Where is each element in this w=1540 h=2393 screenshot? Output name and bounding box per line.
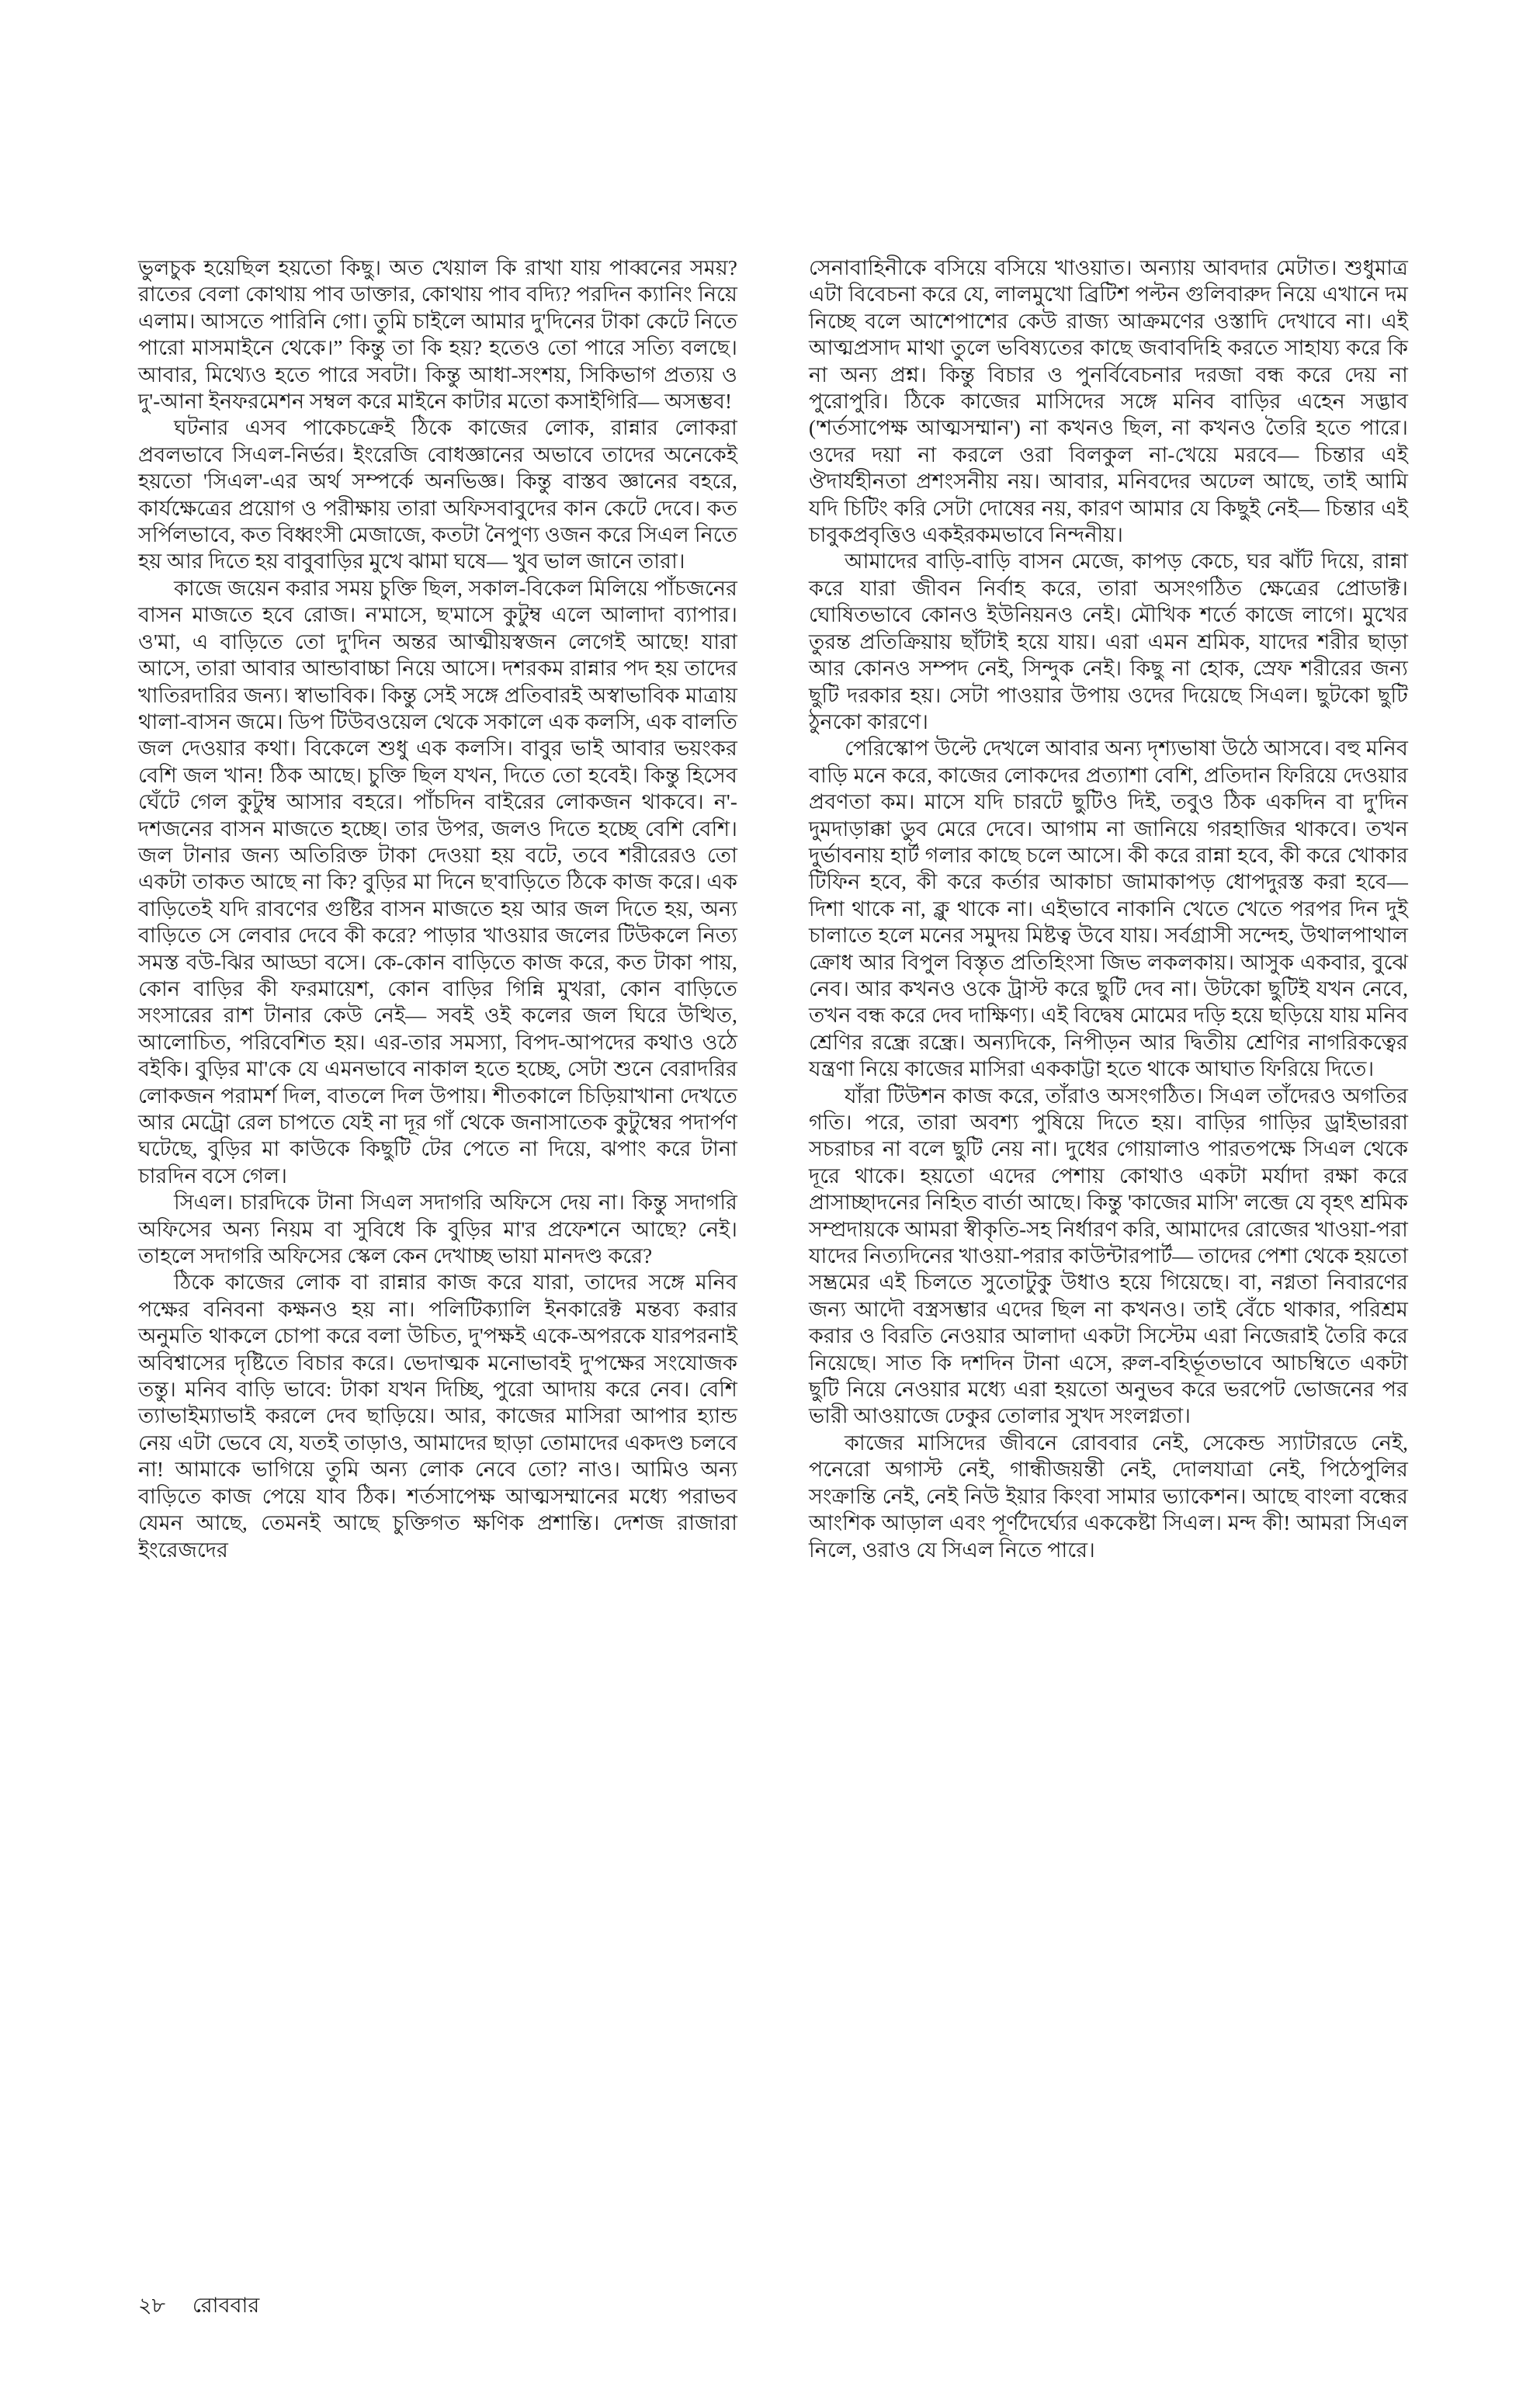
right-text-column: [809, 255, 1408, 1563]
article-paragraph: যাঁরা টিউশন কাজ করে, তাঁরাও অসংগঠিত। সিএল তাঁদেরও অগতির গতি। পরে, তারা অবশ্য পুষিয়ে দিতে হয়। বাড়ির গাড়ির ড্রাইভাররা সচরাচর না বলে ছুটি নেয় না। দুধের গোয়ালাও পারতপক্ষে সিএল থেকে দূরে থাকে। হয়তো এদের পেশায় কোথাও একটা মর্যাদা রক্ষা করে প্রাসাচ্ছাদনের নিহিত বার্তা আছে। কিন্তু 'কাজের মাসি' লব্জে যে বৃহৎ শ্রমিক সম্প্রদায়কে আমরা স্বীকৃতি-সহ নির্ধারণ করি, আমাদের রোজের খাওয়া-পরা যাদের নিত্যদিনের খাওয়া-পরার কাউন্টারপার্ট— তাদের পেশা থেকে হয়তো সম্ভ্রমের এই চিলতে সুতোটুকু উধাও হয়ে গিয়েছে। বা, নগ্নতা নিবারণের জন্য আদৌ বস্ত্রসম্ভার এদের ছিল না কখনও। তাই বেঁচে থাকার, পরিশ্রম করার ও বিরতি নেওয়ার আলাদা একটা সিস্টেম এরা নিজেরাই তৈরি করে নিয়েছে। সাত কি দশদিন টানা এসে, রুল-বহির্ভূতভাবে আচম্বিতে একটা ছুটি নিয়ে নেওয়ার মধ্যে এরা হয়তো অনুভব করে ভরপেট ভোজনের পর ভারী আওয়াজে ঢেকুর তোলার সুখদ সংলগ্নতা।: [809, 1084, 1408, 1428]
left-text-column: [138, 255, 737, 1563]
article-paragraph: ভুলচুক হয়েছিল হয়তো কিছু। অত খেয়াল কি রাখা যায় পাব্বনের সময়? রাতের বেলা কোথায় পাব ডাক্তার, কোথায় পাব বদ্যি? পরদিন ক্যানিং নিয়ে এলাম। আসতে পারিনি গো। তুমি চাইলে আমার দু'দিনের টাকা কেটে নিতে পারো মাসমাইনে থেকে।” কিন্তু তা কি হয়? হতেও তো পারে সত্যি বলছে। আবার, মিথ্যেও হতে পারে সবটা। কিন্তু আধা-সংশয়, সিকিভাগ প্রত্যয় ও দু'-আনা ইনফরমেশন সম্বল করে মাইনে কাটার মতো কসাইগিরি— অসম্ভব!: [138, 256, 737, 414]
article-paragraph: সিএল। চারদিকে টানা সিএল সদাগরি অফিসে দেয় না। কিন্তু সদাগরি অফিসের অন্য নিয়ম বা সুবিধে কি বুড়ির মা'র প্রফেশনে আছে? নেই। তাহলে সদাগরি অফিসের স্কেল কেন দেখাচ্ছ ভায়া মানদণ্ড করে?: [138, 1191, 737, 1268]
article-paragraph: কাজে জয়েন করার সময় চুক্তি ছিল, সকাল-বিকেল মিলিয়ে পাঁচজনের বাসন মাজতে হবে রোজ। ন'মাসে, ছ'মাসে কুটুম্ব এলে আলাদা ব্যাপার। ও'মা, এ বাড়িতে তো দু'দিন অন্তর আত্মীয়স্বজন লেগেই আছে! যারা আসে, তারা আবার আন্ডাবাচ্চা নিয়ে আসে। দশরকম রান্নার পদ হয় তাদের খাতিরদারির জন্য। স্বাভাবিক। কিন্তু সেই সঙ্গে প্রতিবারই অস্বাভাবিক মাত্রায় থালা-বাসন জমে। ডিপ টিউবওয়েল থেকে সকালে এক কলসি, এক বালতি জল দেওয়ার কথা। বিকেলে শুধু এক কলসি। বাবুর ভাই আবার ভয়ংকর বেশি জল খান! ঠিক আছে। চুক্তি ছিল যখন, দিতে তো হবেই। কিন্তু হিসেব ঘেঁটে গেল কুটুম্ব আসার বহরে। পাঁচদিন বাইরের লোকজন থাকবে। ন'-দশজনের বাসন মাজতে হচ্ছে। তার উপর, জলও দিতে হচ্ছে বেশি বেশি। জল টানার জন্য অতিরিক্ত টাকা দেওয়া হয় বটে, তবে শরীরেরও তো একটা তাকত আছে না কি? বুড়ির মা দিনে ছ'বাড়িতে ঠিকে কাজ করে। এক বাড়িতেই যদি রাবণের গুষ্টির বাসন মাজতে হয় আর জল দিতে হয়, অন্য বাড়িতে সে লেবার দেবে কী করে? পাড়ার খাওয়ার জলের টিউকলে নিত্য সমস্ত বউ-ঝির আড্ডা বসে। কে-কোন বাড়িতে কাজ করে, কত টাকা পায়, কোন বাড়ির কী ফরমায়েশ, কোন বাড়ির গিন্নি মুখরা, কোন বাড়িতে সংসারের রাশ টানার কেউ নেই— সবই ওই কলের জল ঘিরে উত্থিত, আলোচিত, পরিবেশিত হয়। এর-তার সমস্যা, বিপদ-আপদের কথাও ওঠে বইকি। বুড়ির মা'কে যে এমনভাবে নাকাল হতে হচ্ছে, সেটা শুনে বেরাদরির লোকজন পরামর্শ দিল, বাতলে দিল উপায়। শীতকালে চিড়িয়াখানা দেখতে আর মেট্রো রেল চাপতে যেই না দূর গাঁ থেকে জনাসাতেক কুটুম্বের পদার্পণ ঘটেছে, বুড়ির মা কাউকে কিছুটি টের পেতে না দিয়ে, ঝপাং করে টানা চারদিন বসে গেল।: [138, 576, 737, 1188]
page-footer: [138, 2290, 259, 2325]
magazine-title: রোববার: [192, 2294, 260, 2317]
article-paragraph: কাজের মাসিদের জীবনে রোববার নেই, সেকেন্ড স্যাটারডে নেই, পনেরো অগাস্ট নেই, গান্ধীজয়ন্তী নেই, দোলযাত্রা নেই, পিঠেপুলির সংক্রান্তি নেই, নেই নিউ ইয়ার কিংবা সামার ভ্যাকেশন। আছে বাংলা বন্ধের আংশিক আড়াল এবং পূর্ণদৈর্ঘ্যের এককেষ্টা সিএল। মন্দ কী! আমরা সিএল নিলে, ওরাও যে সিএল নিতে পারে।: [809, 1431, 1408, 1562]
article-paragraph: সেনাবাহিনীকে বসিয়ে বসিয়ে খাওয়াত। অন্যায় আবদার মেটাত। শুধুমাত্র এটা বিবেচনা করে যে, লালমুখো ব্রিটিশ পল্টন গুলিবারুদ নিয়ে এখানে দম নিচ্ছে বলে আশেপাশের কেউ রাজ্য আক্রমণের ওস্তাদি দেখাবে না। এই আত্মপ্রসাদ মাথা তুলে ভবিষ্যতের কাছে জবাবদিহি করতে সাহায্য করে কি না অন্য প্রশ্ন। কিন্তু বিচার ও পুনর্বিবেচনার দরজা বন্ধ করে দেয় না পুরোপুরি। ঠিকে কাজের মাসিদের সঙ্গে মনিব বাড়ির এহেন সদ্ভাব ('শর্তসাপেক্ষ আত্মসম্মান') না কখনও ছিল, না কখনও তৈরি হতে পারে। ওদের দয়া না করলে ওরা বিলকুল না-খেয়ে মরবে— চিন্তার এই ঔদার্যহীনতা প্রশংসনীয় নয়। আবার, মনিবদের অঢেল আছে, তাই আমি যদি চিটিং করি সেটা দোষের নয়, কারণ আমার যে কিছুই নেই— চিন্তার এই চাবুকপ্রবৃত্তিও একইরকমভাবে নিন্দনীয়।: [809, 256, 1408, 547]
article-paragraph: ঘটনার এসব পাকেচক্রেই ঠিকে কাজের লোক, রান্নার লোকরা প্রবলভাবে সিএল-নির্ভর। ইংরেজি বোধজ্ঞানের অভাবে তাদের অনেকেই হয়তো 'সিএল'-এর অর্থ সম্পর্কে অনভিজ্ঞ। কিন্তু বাস্তব জ্ঞানের বহরে, কার্যক্ষেত্রের প্রয়োগ ও পরীক্ষায় তারা অফিসবাবুদের কান কেটে দেবে। কত সর্পিলভাবে, কত বিধ্বংসী মেজাজে, কতটা নৈপুণ্য ওজন করে সিএল নিতে হয় আর দিতে হয় বাবুবাড়ির মুখে ঝামা ঘষে— খুব ভাল জানে তারা।: [138, 416, 737, 574]
page-number: ২৮: [138, 2294, 166, 2317]
article-paragraph: আমাদের বাড়ি-বাড়ি বাসন মেজে, কাপড় কেচে, ঘর ঝাঁট দিয়ে, রান্না করে যারা জীবন নির্বাহ করে, তারা অসংগঠিত ক্ষেত্রের প্রোডাক্ট। ঘোষিতভাবে কোনও ইউনিয়নও নেই। মৌখিক শর্তে কাজে লাগে। মুখের তুরন্ত প্রতিক্রিয়ায় ছাঁটাই হয়ে যায়। এরা এমন শ্রমিক, যাদের শরীর ছাড়া আর কোনও সম্পদ নেই, সিন্দুক নেই। কিছু না হোক, স্রেফ শরীরের জন্য ছুটি দরকার হয়। সেটা পাওয়ার উপায় ওদের দিয়েছে সিএল। ছুটকো ছুটি ঠুনকো কারণে।: [809, 550, 1408, 734]
article-paragraph: ঠিকে কাজের লোক বা রান্নার কাজ করে যারা, তাদের সঙ্গে মনিব পক্ষের বনিবনা কক্ষনও হয় না। পলিটিক্যালি ইনকারেক্ট মন্তব্য করার অনুমতি থাকলে চোপা করে বলা উচিত, দু'পক্ষই একে-অপরকে যারপরনাই অবিশ্বাসের দৃষ্টিতে বিচার করে। ভেদাত্মক মনোভাবই দু'পক্ষের সংযোজক তন্তু। মনিব বাড়ি ভাবে: টাকা যখন দিচ্ছি, পুরো আদায় করে নেব। বেশি ত্যাভাইম্যাভাই করলে দেব ছাড়িয়ে। আর, কাজের মাসিরা আপার হ্যান্ড নেয় এটা ভেবে যে, যতই তাড়াও, আমাদের ছাড়া তোমাদের একদণ্ড চলবে না! আমাকে ভাগিয়ে তুমি অন্য লোক নেবে তো? নাও। আমিও অন্য বাড়িতে কাজ পেয়ে যাব ঠিক। শর্তসাপেক্ষ আত্মসম্মানের মধ্যে পরাভব যেমন আছে, তেমনই আছে চুক্তিগত ক্ষণিক প্রশান্তি। দেশজ রাজারা ইংরেজদের: [138, 1271, 737, 1562]
article-paragraph: পেরিস্কোপ উল্টে দেখলে আবার অন্য দৃশ্যভাষা উঠে আসবে। বহু মনিব বাড়ি মনে করে, কাজের লোকদের প্রত্যাশা বেশি, প্রতিদান ফিরিয়ে দেওয়ার প্রবণতা কম। মাসে যদি চারটে ছুটিও দিই, তবুও ঠিক একদিন বা দু'দিন দুমদাড়াক্কা ডুব মেরে দেবে। আগাম না জানিয়ে গরহাজির থাকবে। তখন দুর্ভাবনায় হার্ট গলার কাছে চলে আসে। কী করে রান্না হবে, কী করে খোকার টিফিন হবে, কী করে কর্তার আকাচা জামাকাপড় ধোপদুরস্ত করা হবে— দিশা থাকে না, ক্লু থাকে না। এইভাবে নাকানি খেতে খেতে পরপর দিন দুই চালাতে হলে মনের সমুদয় মিষ্টত্ব উবে যায়। সর্বগ্রাসী সন্দেহ, উথালপাথাল ক্রোধ আর বিপুল বিস্তৃত প্রতিহিংসা জিভ লকলকায়। আসুক একবার, বুঝে নেব। আর কখনও ওকে ট্রাস্ট করে ছুটি দেব না। উটকো ছুটিই যখন নেবে, তখন বন্ধ করে দেব দাক্ষিণ্য। এই বিদ্বেষ মোমের দড়ি হয়ে ছড়িয়ে যায় মনিব শ্রেণির রন্ধ্রে রন্ধ্রে। অন্যদিকে, নিপীড়ন আর দ্বিতীয় শ্রেণির নাগরিকত্বের যন্ত্রণা নিয়ে কাজের মাসিরা এককাট্টা হতে থাকে আঘাত ফিরিয়ে দিতে।: [809, 737, 1408, 1081]
